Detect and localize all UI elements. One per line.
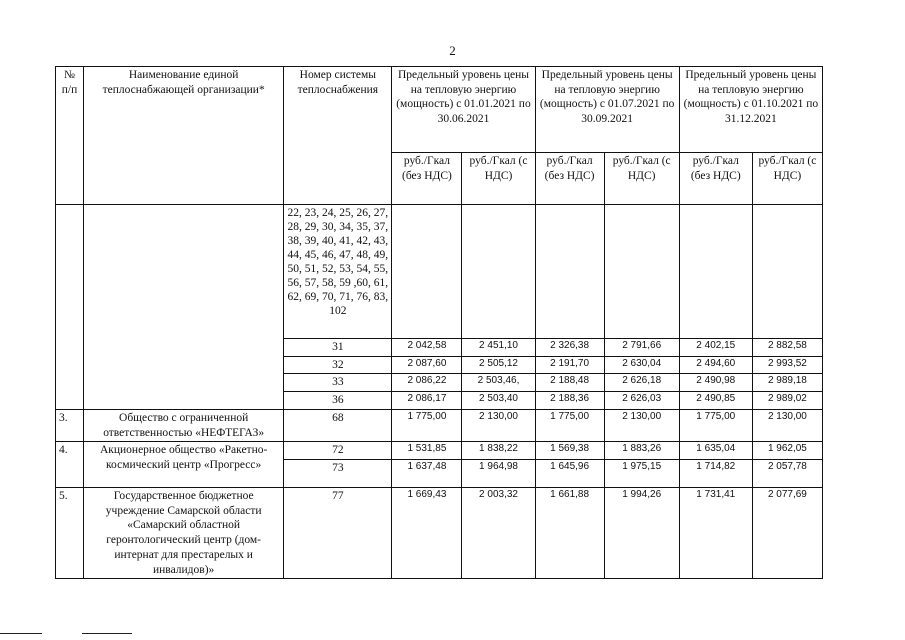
price-cell: 1 569,38 <box>535 442 604 460</box>
price-cell: 2 882,58 <box>752 339 822 357</box>
header-no: № п/п <box>56 67 84 205</box>
price-cell: 2 626,03 <box>604 392 679 410</box>
price-cell: 2 402,15 <box>679 339 752 357</box>
organization-name: Акционерное общество «Ракетно-космический центр «Прогресс» <box>84 442 284 488</box>
system-number: 68 <box>284 409 392 441</box>
price-cell <box>392 205 462 339</box>
footer-rule <box>82 633 132 634</box>
unit-header: руб./Гкал (с НДС) <box>462 153 535 205</box>
price-cell <box>462 205 535 339</box>
price-cell: 1 775,00 <box>679 409 752 441</box>
price-cell: 2 086,22 <box>392 374 462 392</box>
price-cell: 2 326,38 <box>535 339 604 357</box>
price-cell: 2 626,18 <box>604 374 679 392</box>
price-cell: 2 503,46, <box>462 374 535 392</box>
price-cell: 2 188,48 <box>535 374 604 392</box>
header-system-number: Номер системы теплоснабжения <box>284 67 392 205</box>
price-cell: 1 714,82 <box>679 460 752 488</box>
price-cell: 1 669,43 <box>392 488 462 579</box>
price-cell: 2 451,10 <box>462 339 535 357</box>
price-cell: 1 661,88 <box>535 488 604 579</box>
organization-name-cell <box>84 205 284 410</box>
price-cell <box>679 205 752 339</box>
table-row <box>56 205 823 339</box>
header-organization-name: Наименование единой теплоснабжающей организации* <box>84 67 284 205</box>
price-cell: 2 630,04 <box>604 356 679 374</box>
row-number: 3. <box>56 409 84 441</box>
price-cell: 2 188,36 <box>535 392 604 410</box>
price-cell: 2 505,12 <box>462 356 535 374</box>
price-cell: 2 989,18 <box>752 374 822 392</box>
price-cell: 1 645,96 <box>535 460 604 488</box>
price-cell: 1 775,00 <box>392 409 462 441</box>
system-number: 32 <box>284 356 392 374</box>
footer-rule <box>0 633 42 634</box>
price-cell: 1 883,26 <box>604 442 679 460</box>
system-number: 36 <box>284 392 392 410</box>
system-number-list: 22, 23, 24, 25, 26, 27, 28, 29, 30, 34, 35, 37, 38, 39, 40, 41, 42, 43, 44, 45, 46, 47, 48, 49, 50, 51, 52, 53, 54, 55, 56, 57, 58, 59 ,60, 61, 62, 69, 70, 71, 76, 83, 102 <box>284 205 392 339</box>
price-cell: 2 490,85 <box>679 392 752 410</box>
unit-header: руб./Гкал (без НДС) <box>535 153 604 205</box>
price-cell: 1 531,85 <box>392 442 462 460</box>
system-number: 73 <box>284 460 392 488</box>
price-cell: 1 962,05 <box>752 442 822 460</box>
system-number: 72 <box>284 442 392 460</box>
header-period-1: Предельный уровень цены на тепловую энергию (мощность) с 01.01.2021 по 30.06.2021 <box>392 67 535 153</box>
system-number: 31 <box>284 339 392 357</box>
price-cell: 2 057,78 <box>752 460 822 488</box>
price-cell: 1 731,41 <box>679 488 752 579</box>
price-cell: 2 087,60 <box>392 356 462 374</box>
price-cell: 2 003,32 <box>462 488 535 579</box>
unit-header: руб./Гкал (с НДС) <box>604 153 679 205</box>
page-number: 2 <box>449 43 456 58</box>
organization-name: Государственное бюджетное учреждение Самарской области «Самарский областной геронтологический центр (дом-интернат для престарелых и инвалидов)» <box>84 488 284 579</box>
table-row <box>56 488 823 579</box>
organization-name: Общество с ограниченной ответственностью «НЕФТЕГАЗ» <box>84 409 284 441</box>
price-cell: 2 086,17 <box>392 392 462 410</box>
header-period-3: Предельный уровень цены на тепловую энергию (мощность) с 01.10.2021 по 31.12.2021 <box>679 67 822 153</box>
price-cell: 1 775,00 <box>535 409 604 441</box>
row-number-cell <box>56 205 84 410</box>
price-cell: 1 994,26 <box>604 488 679 579</box>
price-cell: 1 964,98 <box>462 460 535 488</box>
system-number: 77 <box>284 488 392 579</box>
price-cell: 1 637,48 <box>392 460 462 488</box>
price-cell: 2 130,00 <box>462 409 535 441</box>
row-number: 5. <box>56 488 84 579</box>
system-number: 33 <box>284 374 392 392</box>
price-cell: 2 993,52 <box>752 356 822 374</box>
table-row <box>56 409 823 441</box>
price-cell <box>535 205 604 339</box>
header-row <box>56 67 823 153</box>
price-cell: 2 989,02 <box>752 392 822 410</box>
price-cell: 1 635,04 <box>679 442 752 460</box>
price-cell: 2 191,70 <box>535 356 604 374</box>
table-row <box>56 442 823 460</box>
price-cell: 2 490,98 <box>679 374 752 392</box>
price-cell: 2 042,58 <box>392 339 462 357</box>
unit-header: руб./Гкал (с НДС) <box>752 153 822 205</box>
price-cell: 1 975,15 <box>604 460 679 488</box>
price-cell: 2 130,00 <box>752 409 822 441</box>
price-cell: 1 838,22 <box>462 442 535 460</box>
unit-header: руб./Гкал (без НДС) <box>392 153 462 205</box>
price-cell: 2 791,66 <box>604 339 679 357</box>
row-number: 4. <box>56 442 84 488</box>
header-period-2: Предельный уровень цены на тепловую энергию (мощность) с 01.07.2021 по 30.09.2021 <box>535 67 679 153</box>
price-cell <box>752 205 822 339</box>
unit-header: руб./Гкал (без НДС) <box>679 153 752 205</box>
price-cell: 2 494,60 <box>679 356 752 374</box>
price-cell: 2 503,40 <box>462 392 535 410</box>
price-cell: 2 130,00 <box>604 409 679 441</box>
tariff-table <box>55 66 823 579</box>
price-cell: 2 077,69 <box>752 488 822 579</box>
price-cell <box>604 205 679 339</box>
